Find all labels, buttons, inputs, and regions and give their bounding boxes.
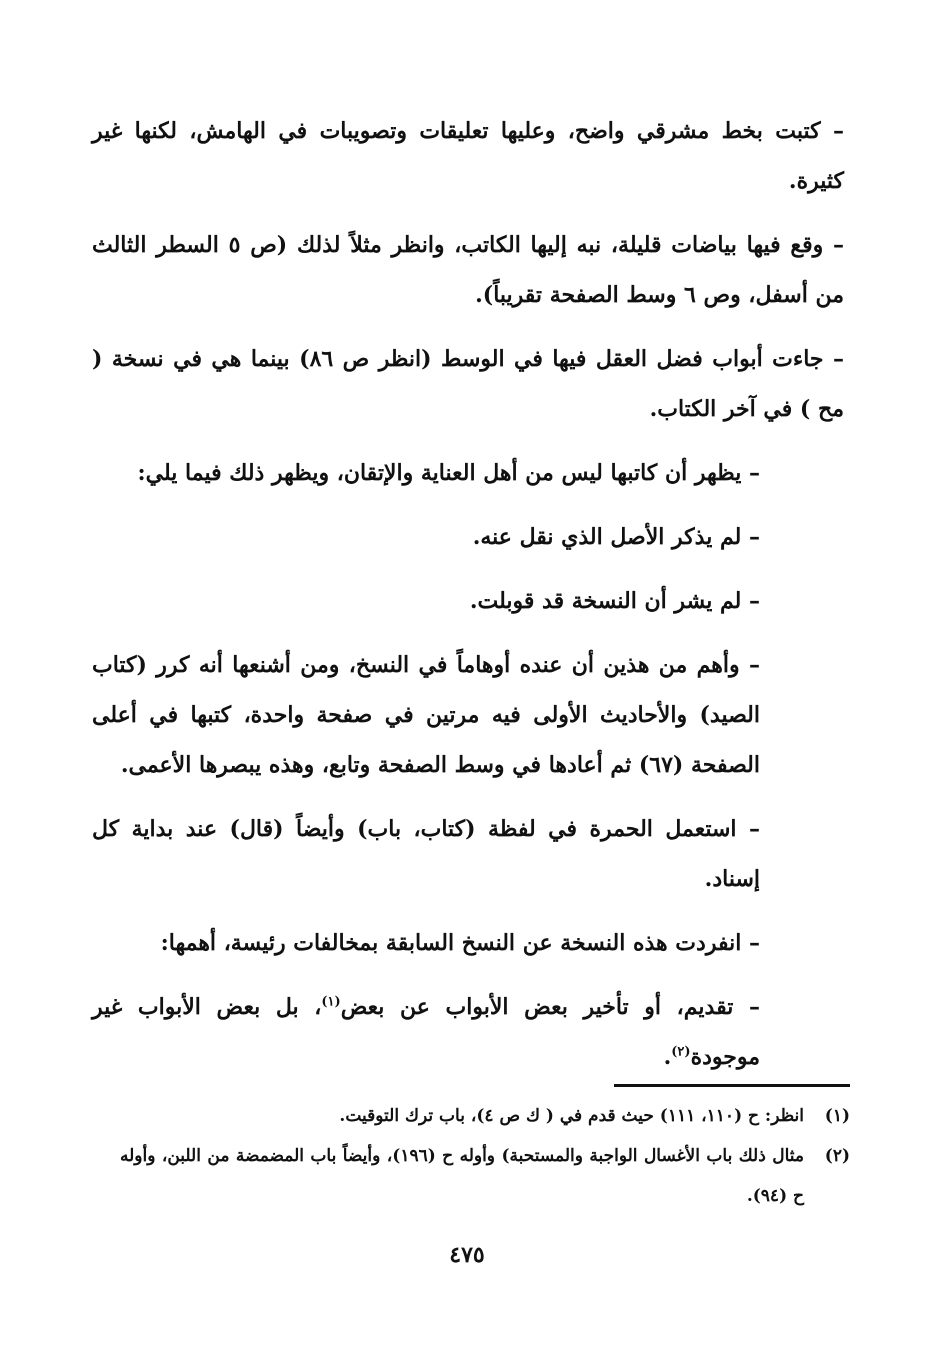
paragraph-text: يظهر أن كاتبها ليس من أهل العناية والإتقان، ويظهر ذلك فيما يلي: [137,460,742,486]
paragraph-text: وأهم من هذين أن عنده أوهاماً في النسخ، ومن أشنعها أنه كرر (كتاب الصيد) والأحاديث الأولى فيه مرتين في صفحة واحدة، كتبها في أعلى الصفحة (٦٧) ثم أعادها في وسط الصفحة وتابع، وهذه يبصرها الأعمى. [92,652,760,778]
paragraph-not-collated [92,576,844,626]
dash-marker: – [823,232,844,258]
paragraph-text-part-c: . [663,1044,672,1070]
main-text [92,106,844,1082]
paragraph-red-ink [92,804,844,904]
footnote-separator-rule [614,1084,850,1087]
dash-marker: – [741,588,760,614]
paragraph-no-source [92,512,844,562]
paragraph-scribe-quality [92,448,844,498]
paragraph-handwriting [92,106,844,206]
dash-marker: – [823,346,844,372]
footnote-text: انظر: ح (١١٠، ١١١) حيث قدم في ( ك ص ٤)، باب ترك التوقيت. [339,1106,804,1126]
footnote-1 [120,1096,850,1136]
paragraph-copy-errors [92,640,844,790]
paragraph-text: لم يشر أن النسخة قد قوبلت. [469,588,742,614]
footnote-2 [120,1136,850,1216]
paragraph-text: كتبت بخط مشرقي واضح، وعليها تعليقات وتصويبات في الهامش، لكنها غير كثيرة. [92,118,844,194]
footnote-reference-2[interactable]: (٢) [671,1044,691,1060]
dash-marker: – [733,994,760,1020]
paragraph-differences [92,918,844,968]
dash-marker: – [741,524,760,550]
paragraph-reordering [92,982,844,1082]
paragraph-text: جاءت أبواب فضل العقل فيها في الوسط (انظر ص ٨٦) بينما هي في نسخة ( مح ) في آخر الكتاب. [92,346,844,422]
paragraph-text: وقع فيها بياضات قليلة، نبه إليها الكاتب، وانظر مثلاً لذلك (ص ٥ السطر الثالث من أسفل، وص ٦ وسط الصفحة تقريباً). [92,232,844,308]
page-number: ٤٧٥ [449,1242,485,1268]
footnote-number: (٢) [824,1146,850,1166]
dash-marker: – [741,460,760,486]
footnotes-section [120,1096,850,1216]
dash-marker: – [820,118,844,144]
paragraph-text: استعمل الحمرة في لفظة (كتاب، باب) وأيضاً (قال) عند بداية كل إسناد. [92,816,760,892]
paragraph-blanks [92,220,844,320]
footnote-number: (١) [824,1106,850,1126]
dash-marker: – [739,652,760,678]
paragraph-text-part-b: ، بل بعض الأبواب غير موجودة [92,994,760,1070]
dash-marker: – [736,816,760,842]
paragraph-text: لم يذكر الأصل الذي نقل عنه. [472,524,742,550]
footnote-reference-1[interactable]: (١) [321,994,341,1010]
dash-marker: – [741,930,760,956]
footnote-text: مثال ذلك باب الأغسال الواجبة والمستحبة) وأوله ح (١٩٦)، وأيضاً باب المضمضة من اللبن، وأوله ح (٩٤). [120,1146,804,1206]
paragraph-text-part-a: تقديم، أو تأخير بعض الأبواب عن بعض [340,994,734,1020]
paragraph-text: انفردت هذه النسخة عن النسخ السابقة بمخالفات رئيسة، أهمها: [160,930,742,956]
paragraph-chapter-order [92,334,844,434]
